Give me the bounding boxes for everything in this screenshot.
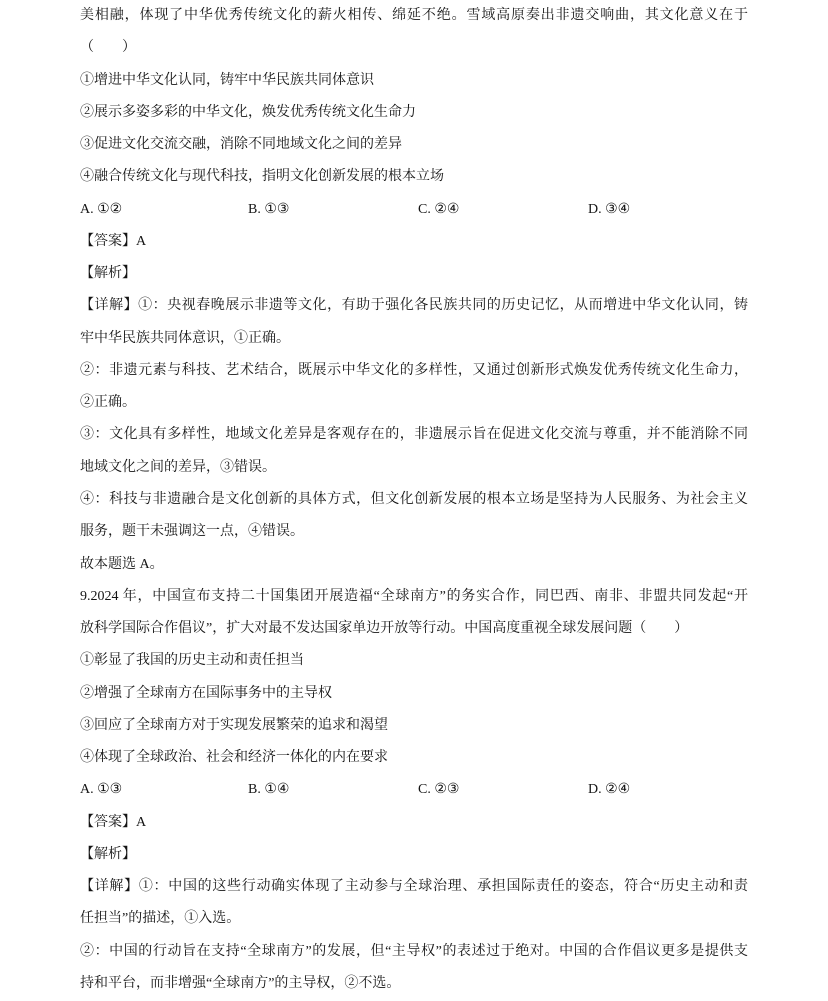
question8-explanation-line-7: ④：科技与非遗融合是文化创新的具体方式，但文化创新发展的根本立场是坚持为人民服务、为社会主义 — [80, 491, 748, 507]
question9-statement-2: ②增强了全球南方在国际事务中的主导权 — [80, 685, 332, 701]
question9-explanation-line-3: ②：中国的行动旨在支持“全球南方”的发展，但“主导权”的表述过于绝对。中国的合作倡议更多是提供支 — [80, 943, 748, 959]
question9-option-d: D. ②④ — [588, 782, 631, 798]
question8-option-b: B. ①③ — [248, 201, 290, 217]
question8-explanation-line-4: ②正确。 — [80, 395, 136, 411]
question8-explanation-line-5: ③：文化具有多样性，地域文化差异是客观存在的，非遗展示旨在促进文化交流与尊重，并不能消除不同 — [80, 427, 748, 443]
question9-stem-line-2: 放科学国际合作倡议”，扩大对最不发达国家单边开放等行动。中国高度重视全球发展问题（ ） — [80, 621, 689, 637]
question8-explanation-line-3: ②：非遗元素与科技、艺术结合，既展示中华文化的多样性，又通过创新形式焕发优秀传统文化生命力， — [80, 362, 748, 378]
question9-explanation-line-4: 持和平台，而非增强“全球南方”的主导权，②不选。 — [80, 975, 401, 991]
question8-explanation-line-6: 地域文化之间的差异，③错误。 — [80, 459, 276, 475]
question9-options-row — [80, 774, 748, 806]
question8-conclusion-line: 故本题选 A。 — [80, 556, 164, 572]
question9-statement-4: ④体现了全球政治、社会和经济一体化的内在要求 — [80, 750, 388, 766]
question9-explanation-line-1: 【详解】①：中国的这些行动确实体现了主动参与全球治理、承担国际责任的姿态，符合“历史主动和责 — [80, 879, 748, 895]
question8-option-c: C. ②④ — [418, 201, 460, 217]
question8-answer-line: 【答案】A — [80, 233, 147, 249]
question9-explanation-line-2: 任担当”的描述，①入选。 — [80, 911, 241, 927]
question9-statement-3: ③回应了全球南方对于实现发展繁荣的追求和渴望 — [80, 717, 388, 733]
question9-option-c: C. ②③ — [418, 782, 460, 798]
question8-stem-line-2: （ ） — [80, 40, 136, 56]
question8-explanation-line-8: 服务，题干未强调这一点，④错误。 — [80, 524, 304, 540]
question9-option-b: B. ①④ — [248, 782, 290, 798]
question8-stem-line-1: 美相融，体现了中华优秀传统文化的薪火相传、绵延不绝。雪域高原奏出非遗交响曲，其文化意义在于 — [80, 8, 748, 23]
question8-option-d: D. ③④ — [588, 201, 631, 217]
question8-statement-2: ②展示多姿多彩的中华文化，焕发优秀传统文化生命力 — [80, 104, 416, 120]
question8-statement-1: ①增进中华文化认同，铸牢中华民族共同体意识 — [80, 72, 374, 88]
question9-statement-1: ①彰显了我国的历史主动和责任担当 — [80, 653, 304, 669]
question8-option-a: A. ①② — [80, 201, 123, 217]
question8-statement-3: ③促进文化交流交融，消除不同地域文化之间的差异 — [80, 137, 402, 153]
question9-analysis-label: 【解析】 — [80, 846, 136, 862]
question8-explanation-line-1: 【详解】①：央视春晚展示非遗等文化，有助于强化各民族共同的历史记忆，从而增进中华文化认同，铸 — [80, 298, 748, 314]
question9-stem-line-1: 9.2024 年，中国宣布支持二十国集团开展造福“全球南方”的务实合作，同巴西、南非、非盟共同发起“开 — [80, 588, 748, 604]
question9-option-a: A. ①③ — [80, 782, 123, 798]
question9-answer-line: 【答案】A — [80, 814, 147, 830]
question8-explanation-line-2: 牢中华民族共同体意识，①正确。 — [80, 330, 290, 346]
question8-options-row — [80, 194, 748, 226]
question8-statement-4: ④融合传统文化与现代科技，指明文化创新发展的根本立场 — [80, 169, 444, 185]
question8-analysis-label: 【解析】 — [80, 266, 136, 282]
